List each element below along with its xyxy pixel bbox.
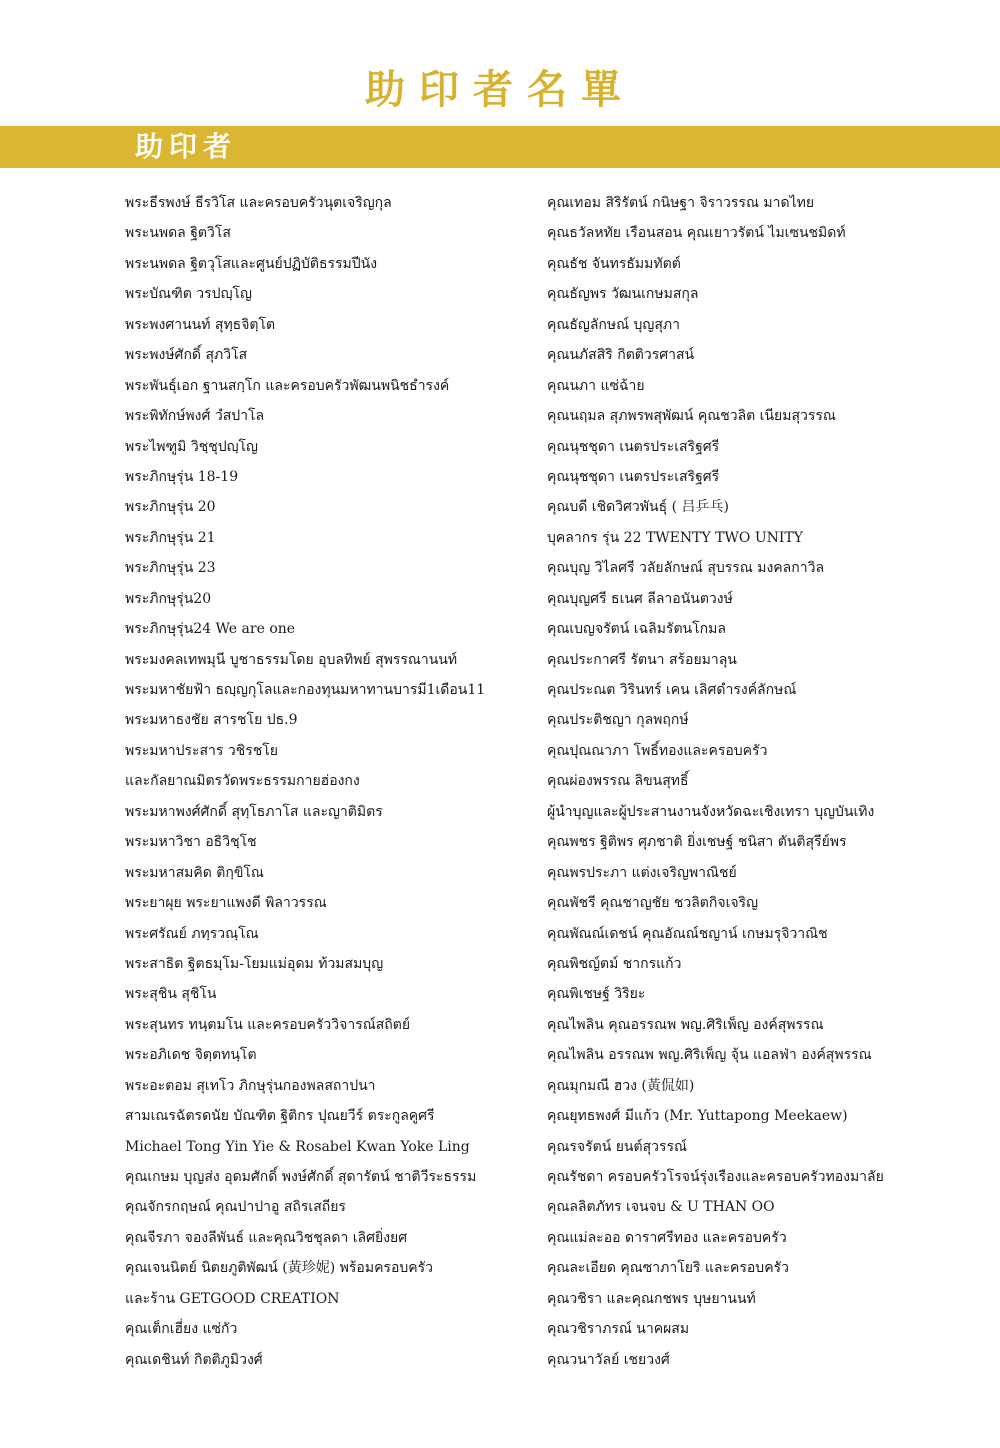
donor-name: คุณบุญศรี ธเนศ ลีลาอนันตวงษ์ [547,590,733,607]
donor-name: พระนพดล ฐิตวิโส [125,225,231,242]
donor-name: พระภิกษุรุ่น24 We are one [125,621,296,638]
donor-name: คุณวชิรา และคุณกชพร บุษยานนท์ [547,1290,756,1307]
donor-name: คุณธัญลักษณ์ บุญสุภา [547,316,680,333]
donor-name: คุณเจนนิตย์ นิตยภูติพัฒน์ (黃珍妮) พร้อมครอบครัว [125,1260,433,1277]
donor-name: คุณประติชญา กุลพฤกษ์ [547,712,689,729]
donor-name: พระมหาธงชัย สารชโย ปธ.9 [125,712,298,729]
donor-name: พระมหาพงศ์ศักดิ์ สุทฺโธภาโส และญาติมิตร [125,803,383,820]
donor-name: คุณพรประภา แต่งเจริญพาณิชย์ [547,864,737,881]
donor-name: พระนพดล ฐิตวุโสและศูนย์ปฏิบัติธรรมปีนัง [125,255,378,272]
donor-name: คุณประกาศรี รัตนา สร้อยมาลุน [547,651,737,668]
donor-name: พระสุนทร ทนฺตมโน และครอบครัววิจารณ์สถิตย์ [125,1016,411,1033]
donor-name: คุณประณต วิรินทร์ เคน เลิศดำรงค์ลักษณ์ [547,682,797,698]
donor-name: และกัลยาณมิตรวัดพระธรรมกายฮ่องกง [125,773,360,790]
donor-name: พระมหาชัยฟ้า ธญฺญกุโลและกองทุนมหาทานบารมี1เดือน11 [125,682,486,698]
donor-name: พระมหาประสาร วชิรชโย [125,742,278,759]
donor-name: คุณผ่องพรรณ ลิขนสุทธิ์ [547,773,689,790]
donor-name: คุณนุชชุดา เนตรประเสริฐศรี [547,438,720,455]
donor-name: พระยาผุย พระยาแพงดี พิลาวรรณ [125,895,327,912]
donor-name: คุณไพลิน คุณอรรณพ พญ.ศิริเพ็ญ องค์สุพรรณ [547,1016,824,1033]
donor-name: พระบัณฑิต วรปญฺโญ [125,286,252,303]
donor-name: พระพิทักษ์พงศ์ วํสปาโล [125,408,265,425]
donor-name: คุณรจรัตน์ ยนต์สุวรรณ์ [547,1138,688,1155]
donor-name: คุณวนาวัลย์ เชยวงศ์ [547,1351,670,1368]
donor-name: คุณนฤมล สุภพรพสุพัฒน์ คุณชวลิต เนียมสุวรรณ [547,408,836,425]
donor-name: พระภิกษุรุ่น20 [125,590,212,607]
donor-name: ผู้นำบุญและผู้ประสานงานจังหวัดฉะเชิงเทรา บุญบันเทิง [547,803,875,820]
donor-name: คุณนุชชุดา เนตรประเสริฐศรี [547,468,720,485]
donor-name: พระไพฑูมิ วิชฺชุปญฺโญ [125,438,258,455]
donor-name: คุณพิชญ์ตม์ ชากรแก้ว [547,955,682,972]
donor-name: พระศรัณย์ ภทฺรวณฺโณ [125,925,259,942]
donor-name: คุณวชิราภรณ์ นาคผสม [547,1321,690,1338]
donor-name: คุณบดี เชิดวิศวพันธุ์ ( 吕乒乓) [547,499,729,516]
donor-name: พระมหาสมคิด ติกฺขิโณ [125,864,264,881]
donor-name: คุณนภา แซ่ฉ้าย [547,377,645,394]
donor-name: คุณพัชรี คุณชาญชัย ชวลิตกิจเจริญ [547,895,759,912]
donor-name: คุณนภัสสิริ กิตติวรศาสน์ [547,347,695,364]
donor-name: คุณบุญ วิไลศรี วลัยลักษณ์ สุบรรณ มงคลกาวิล [547,560,825,577]
donor-name: พระธีรพงษ์ ธีรวิโส และครอบครัวนุตเจริญกุล [125,195,392,211]
donor-name: สามเณรฉัตรดนัย บัณฑิต ฐิติกร ปุณยวีร์ ตระกูลคูศรี [125,1108,435,1125]
donor-name: พระมงคลเทพมุนี บูชาธรรมโดย อุบลทิพย์ สุพรรณานนท์ [125,651,458,668]
donor-name: คุณธัช จันทรธัมมทัตต์ [547,255,681,272]
page-title: 助印者名單 [365,67,635,113]
donor-name: บุคลากร รุ่น 22 TWENTY TWO UNITY [547,529,803,546]
donor-name: พระภิกษุรุ่น 21 [125,529,216,546]
donor-name: คุณแม่ละออ ดาราศรีทอง และครอบครัว [547,1229,787,1246]
donor-name: คุณปุณณาภา โพธิ์ทองและครอบครัว [547,742,768,759]
donor-name: พระสาธิต ฐิตธมฺโม-โยมแม่อุดม ท้วมสมบุญ [125,955,384,972]
donor-name: คุณมุกมณี ฮวง (黃侃如) [547,1077,695,1094]
donor-name: คุณละเอียด คุณซาภาโยริ และครอบครัว [547,1260,789,1277]
section-label: 助印者 [135,130,238,163]
donor-name: คุณจีรภา จองลีพันธ์ และคุณวิชชุลดา เลิศยิ่งยศ [125,1229,408,1246]
section-header-band [0,126,1000,168]
donor-name: Michael Tong Yin Yie & Rosabel Kwan Yoke Ling [125,1138,470,1155]
donor-name: คุณเทอม สิริรัตน์ กนิษฐา จิราวรรณ มาดไทย [547,195,815,211]
donor-name: พระภิกษุรุ่น 23 [125,560,216,577]
donor-name: คุณเบญจรัตน์ เฉลิมรัตนโกมล [547,621,726,638]
donor-name: คุณเกษม บุญส่ง อุดมศักดิ์ พงษ์ศักดิ์ สุดารัตน์ ชาติวีระธรรม [125,1169,477,1185]
donor-list-left [125,188,520,1375]
donor-name: คุณรัชดา ครอบครัวโรจน์รุ่งเรืองและครอบครัวทองมาลัย [547,1169,884,1185]
donor-name: พระภิกษุรุ่น 18-19 [125,468,239,485]
donor-name: พระสุชิน สุชิโน [125,986,217,1003]
donor-name: คุณธวัลหทัย เรือนสอน คุณเยาวรัตน์ ไมเซนชมิดท์ [547,225,846,242]
donor-name: พระภิกษุรุ่น 20 [125,499,216,516]
donor-name: พระพันธุ์เอก ฐานสกฺโก และครอบครัวพัฒนพนิชธำรงค์ [125,377,450,394]
donor-name: พระอภิเดช จิตฺตทนฺโต [125,1047,257,1064]
donor-name: คุณไพลิน อรรณพ พญ.ศิริเพ็ญ จุ้น แอลฟ่า องค์สุพรรณ [547,1047,872,1064]
donor-list-right [547,188,967,1375]
donor-name: คุณพิเชษฐ์ วิริยะ [547,986,646,1003]
donor-name: คุณพชร ฐิติพร ศุภชาติ ยิ่งเชษฐ์ ชนิสา ตันติสุรีย์พร [547,834,847,851]
donor-name: คุณพัณณ์เดชน์ คุณอัณณ์ชญาน์ เกษมรุจิวาณิช [547,925,828,942]
donor-name: และร้าน GETGOOD CREATION [125,1290,340,1307]
donor-name: คุณลลิตภัทร เจนจบ & U THAN OO [547,1199,775,1216]
donor-name: พระพงษ์ศักดิ์ สุภวิโส [125,347,248,364]
donor-name: คุณเต็กเฮี่ยง แซ่กัว [125,1321,238,1338]
donor-name: คุณจักรกฤษณ์ คุณปาปาอู สถิรเสถียร [125,1199,346,1216]
donor-name: พระพงศานนท์ สุทฺธจิตฺโต [125,316,276,333]
donor-name: คุณเดชินท์ กิตติภูมิวงศ์ [125,1351,263,1368]
donor-name: พระอะตอม สุเทโว ภิกษุรุ่นกองพลสถาปนา [125,1077,376,1094]
donor-name: คุณธัญพร วัฒนเกษมสกุล [547,286,699,303]
donor-name: พระมหาวิชา อธิวิชฺโช [125,834,257,851]
donor-name: คุณยุทธพงศ์ มีแก้ว (Mr. Yuttapong Meekaew) [547,1108,848,1125]
